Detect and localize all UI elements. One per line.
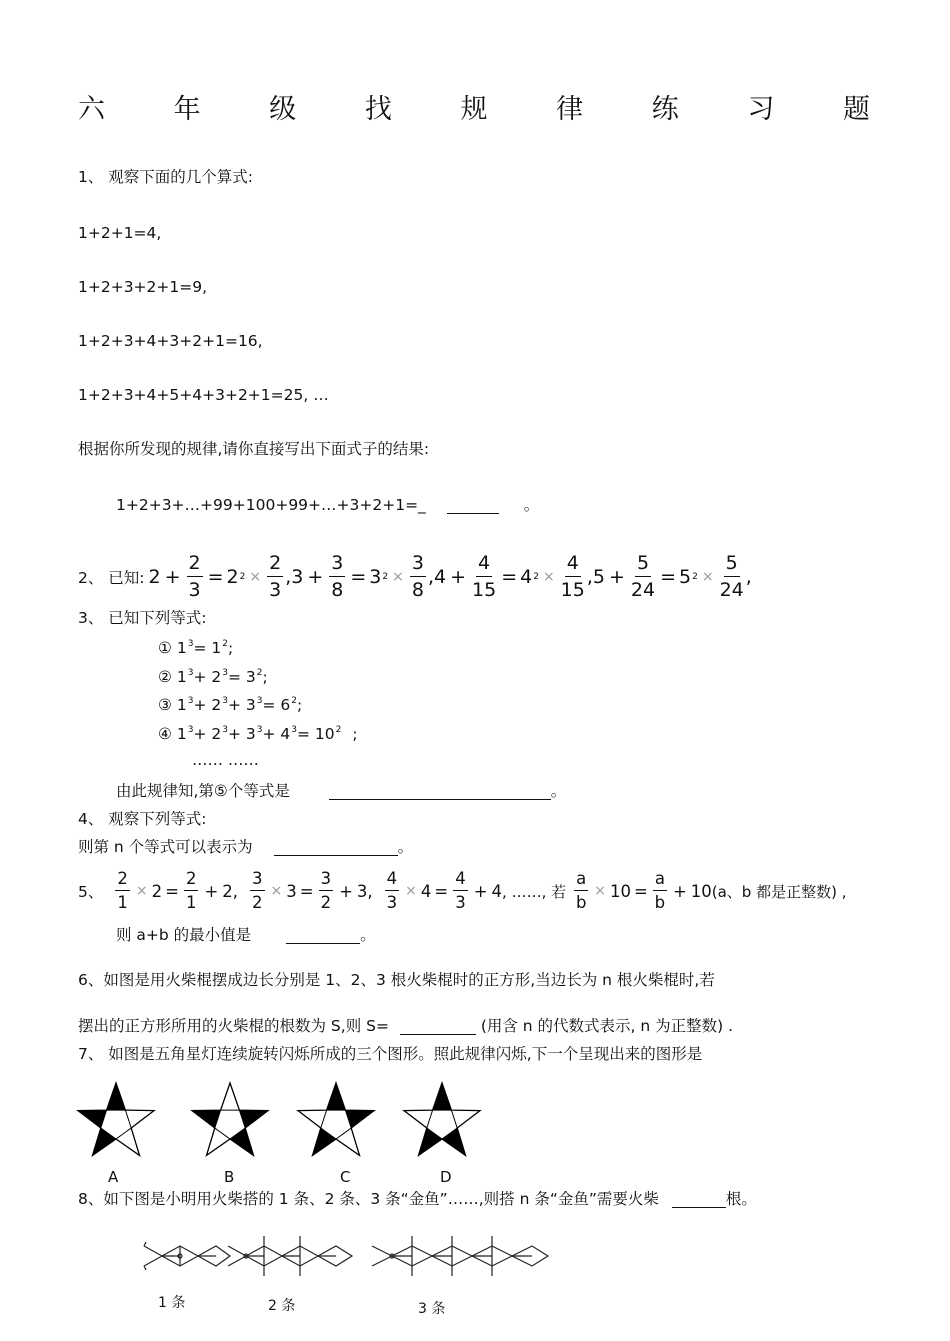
equals-sign: =: [207, 566, 224, 588]
q2-exponent: 2: [692, 572, 698, 582]
q5-separator: (a、b 都是正整数) ,: [711, 882, 847, 901]
q3-end: ;: [262, 668, 268, 686]
q3-term: + 3: [227, 725, 256, 743]
q3-exp: 3: [222, 725, 228, 735]
q2-fraction: $\frac{4}{15}$: [560, 552, 585, 601]
q2-exponent: 2: [533, 572, 539, 582]
q3-mark: ④: [158, 725, 172, 743]
q1-intro: 1、 观察下面的几个算式:: [78, 168, 254, 186]
q5-fraction: $\frac{a}{b}$: [654, 868, 666, 912]
q2-fraction: $\frac{3}{8}$: [331, 552, 344, 601]
q3-exp: 2: [256, 668, 263, 678]
q3-term: 1: [176, 639, 187, 657]
plus-sign: +: [307, 566, 324, 588]
q3-exp: 2: [291, 696, 297, 706]
q2-separator: ,3: [285, 566, 304, 588]
title-char: 题: [843, 94, 870, 125]
star-label-c: C: [340, 1168, 351, 1186]
q2-whole: 2: [148, 566, 161, 588]
title-char: 找: [364, 94, 392, 125]
q5-fraction: $\frac{3}{2}$: [320, 868, 332, 912]
q5-multiplier: 10: [609, 881, 631, 901]
fish-label-3: 3 条: [418, 1301, 446, 1317]
fish-2: [228, 1236, 352, 1276]
q6-line-2-tail: (用含 n 的代数式表示, n 为正整数) .: [480, 1017, 734, 1035]
q5-end: 。: [360, 926, 376, 944]
plus-sign: +: [609, 566, 625, 588]
q3-exp: 3: [256, 725, 263, 735]
q3-term: + 2: [193, 725, 222, 743]
q3-exp: 3: [187, 668, 194, 678]
q3-term: + 3: [227, 696, 256, 714]
q5-addend: 10: [690, 881, 712, 901]
q1-expr-text: 1+2+3+…+99+100+99+…+3+2+1=_: [116, 496, 426, 514]
q1-line-2: 1+2+3+2+1=9,: [78, 278, 208, 296]
q5-label: 5、: [78, 883, 104, 901]
q2-separator: ,: [745, 566, 752, 588]
q8-text: [78, 1192, 757, 1208]
plus-sign: +: [450, 566, 466, 588]
q3-exp: 2: [335, 725, 342, 735]
q8-end: 根。: [725, 1190, 757, 1208]
times-sign: ×: [701, 569, 714, 585]
q3-end: ;: [227, 639, 234, 657]
q3-mark: ②: [158, 668, 172, 686]
equals-sign: =: [434, 881, 449, 901]
plus-sign: +: [204, 881, 219, 901]
q2-base: 2: [226, 566, 239, 588]
plus-sign: +: [164, 566, 181, 588]
q1-line-1: 1+2+1=4,: [78, 224, 162, 242]
q1-line-4: 1+2+3+4+5+4+3+2+1=25, …: [78, 386, 329, 404]
q4-end: 。: [397, 838, 414, 856]
plus-sign: +: [473, 881, 488, 901]
fish-3: [372, 1236, 548, 1276]
q5-addend: 2: [222, 881, 233, 901]
q5-addend: 4: [491, 881, 503, 901]
q3-end: 。: [550, 782, 567, 800]
q5-multiplier: 2: [151, 881, 163, 901]
q3-exp: 3: [187, 639, 194, 649]
times-sign: ×: [392, 569, 404, 585]
title-char: 年: [173, 94, 201, 125]
q5-fraction: $\frac{3}{2}$: [252, 868, 263, 912]
q3-conclusion-text: 由此规律知,第⑤个等式是: [116, 782, 290, 800]
q3-term: = 1: [193, 639, 222, 657]
star-option-b[interactable]: [192, 1083, 268, 1155]
q5-separator: ,: [232, 881, 239, 901]
title-char: 练: [651, 94, 679, 125]
title-char: 规: [460, 94, 488, 125]
q8-text-body: 8、如下图是小明用火柴搭的 1 条、2 条、3 条“金鱼”……,则搭 n 条“金鱼”需要火柴: [78, 1190, 659, 1208]
q3-end: ;: [297, 696, 303, 714]
q5-fraction: $\frac{a}{b}$: [575, 868, 587, 912]
q4-intro: 4、 观察下列等式:: [78, 810, 207, 828]
q2-exponent: 2: [239, 572, 246, 582]
q3-exp: 3: [256, 696, 263, 706]
q5-fraction: $\frac{4}{3}$: [386, 868, 398, 912]
q8-fish-figure: [144, 1236, 548, 1276]
q2-fraction: $\frac{3}{8}$: [411, 552, 424, 601]
q8-answer-blank[interactable]: [672, 1193, 726, 1208]
q5-separator: ,: [367, 881, 373, 901]
equals-sign: =: [633, 881, 648, 901]
q3-term: 1: [176, 696, 187, 714]
q1-end: 。: [523, 496, 540, 514]
times-sign: ×: [270, 883, 283, 899]
star-option-c[interactable]: [298, 1083, 374, 1155]
equals-sign: =: [299, 881, 314, 901]
q3-mark: ①: [158, 639, 172, 657]
fish-label-1: 1 条: [158, 1295, 186, 1311]
q3-mark: ③: [158, 696, 172, 714]
q5-fraction: $\frac{2}{1}$: [185, 868, 197, 912]
q5-fraction: $\frac{4}{3}$: [455, 868, 466, 912]
q2-base: 5: [679, 566, 692, 588]
q3-dots: …… ……: [192, 751, 259, 769]
times-sign: ×: [249, 569, 262, 585]
fish-label-2: 2 条: [268, 1298, 296, 1314]
q5-multiplier: 3: [286, 881, 297, 901]
q2-base: 3: [369, 566, 382, 588]
q3-exp: 3: [187, 725, 194, 735]
title-char: 级: [269, 94, 297, 125]
q5-fraction: $\frac{2}{1}$: [117, 868, 128, 912]
q2-fraction: $\frac{4}{15}$: [472, 552, 497, 601]
q2-label: 2、 已知:: [78, 569, 145, 587]
star-label-b: B: [224, 1168, 235, 1186]
equals-sign: =: [660, 566, 677, 588]
q1-ask: 根据你所发现的规律,请你直接写出下面式子的结果:: [78, 440, 430, 458]
star-label-a: A: [108, 1168, 119, 1186]
star-option-d[interactable]: [404, 1083, 480, 1155]
q3-term: + 2: [193, 668, 222, 686]
plus-sign: +: [339, 881, 353, 901]
times-sign: ×: [594, 883, 606, 899]
q5-multiplier: 4: [420, 881, 432, 901]
q3-end: ;: [352, 725, 358, 743]
q5-addend: 3: [356, 881, 368, 901]
q3-term: = 6: [262, 696, 291, 714]
q3-exp: 2: [222, 639, 228, 649]
q2-separator: ,4: [427, 566, 447, 588]
fish-1: [144, 1242, 230, 1270]
q6-line-2-text: 摆出的正方形所用的火柴棍的根数为 S,则 S=: [78, 1017, 389, 1035]
q3-exp: 3: [222, 668, 228, 678]
equals-sign: =: [165, 881, 179, 901]
star-option-a[interactable]: [78, 1083, 154, 1155]
q5-ask-text: 则 a+b 的最小值是: [116, 926, 252, 944]
q3-term: 1: [176, 668, 187, 686]
q7-text: 7、 如图是五角星灯连续旋转闪烁所成的三个图形。照此规律闪烁,下一个呈现出来的图形是: [78, 1045, 703, 1063]
q3-term: = 3: [227, 668, 256, 686]
q2-fraction: $\frac{2}{3}$: [269, 552, 282, 601]
q6-line-1: 6、如图是用火柴棍摆成边长分别是 1、2、3 根火柴棍时的正方形,当边长为 n 根火柴棍时,若: [78, 971, 715, 989]
q2-base: 4: [520, 566, 533, 588]
q2-separator: ,5: [586, 566, 605, 588]
q3-term: 1: [176, 725, 187, 743]
q2-exponent: 2: [382, 572, 389, 582]
q1-line-3: 1+2+3+4+3+2+1=16,: [78, 332, 263, 350]
q3-term: = 10: [297, 725, 335, 743]
q3-term: + 4: [262, 725, 291, 743]
star-label-d: D: [440, 1168, 452, 1186]
q2-fraction: $\frac{2}{3}$: [188, 552, 201, 601]
title-char: 习: [747, 94, 775, 125]
q3-exp: 3: [291, 725, 297, 735]
q3-exp: 3: [187, 696, 194, 706]
q5-separator: , ……, 若: [502, 882, 567, 901]
times-sign: ×: [542, 569, 555, 585]
times-sign: ×: [135, 883, 148, 899]
q4-ask-text: 则第 n 个等式可以表示为: [78, 838, 253, 856]
plus-sign: +: [672, 881, 687, 901]
q3-intro: 3、 已知下列等式:: [78, 609, 207, 627]
q2-fraction: $\frac{5}{24}$: [630, 552, 656, 601]
equals-sign: =: [501, 566, 518, 588]
q3-term: + 2: [193, 696, 222, 714]
q3-exp: 3: [222, 696, 228, 706]
equals-sign: =: [350, 566, 367, 588]
q2-fraction: $\frac{5}{24}$: [719, 552, 744, 601]
title-char: 六: [78, 94, 105, 125]
title-char: 律: [556, 94, 584, 125]
times-sign: ×: [405, 883, 417, 899]
